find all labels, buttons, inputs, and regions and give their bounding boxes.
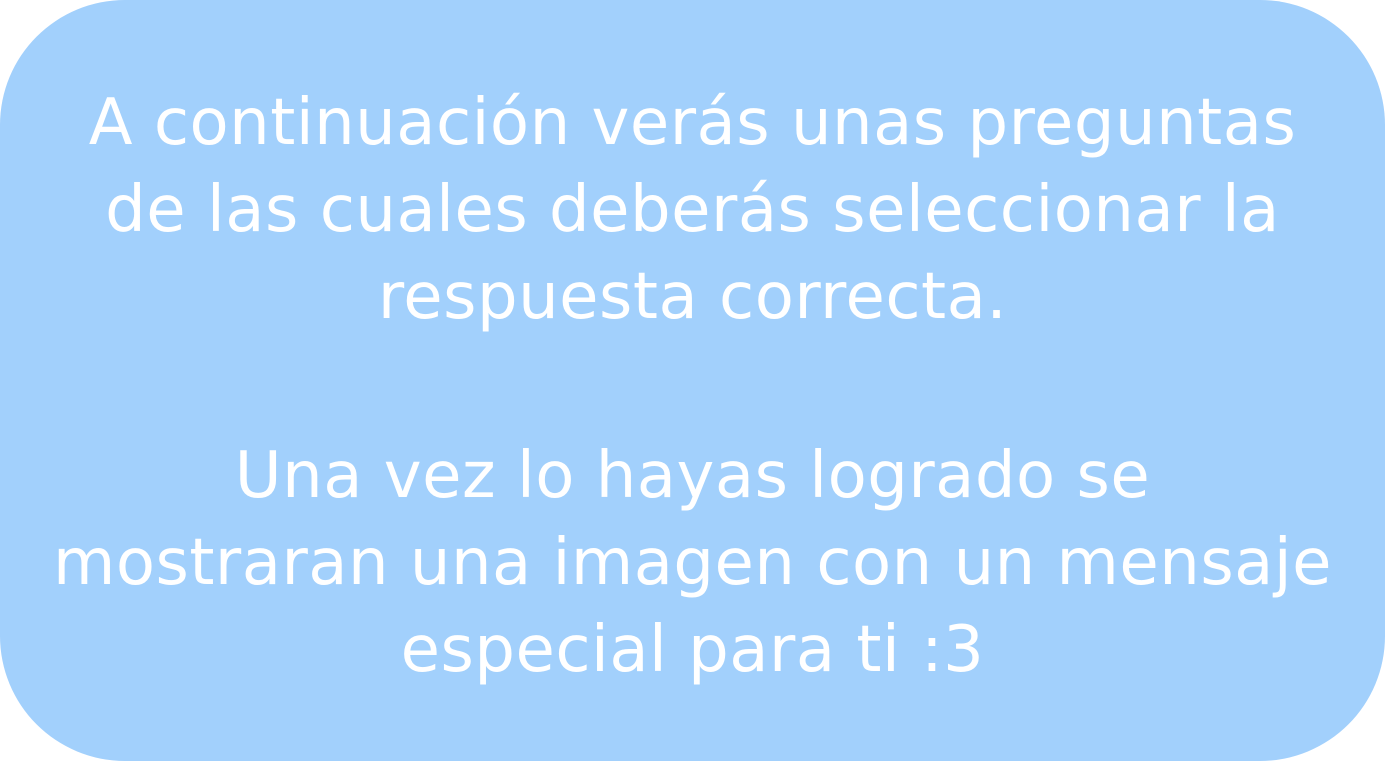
instructions-line: de las cuales deberás seleccionar la [105, 173, 1280, 247]
instructions-paragraph-2 [23, 433, 1363, 694]
instructions-line: A continuación verás unas preguntas [88, 86, 1297, 160]
instructions-paragraph-1 [23, 80, 1363, 341]
instructions-line: especial para ti :3 [400, 613, 985, 687]
instructions-line: mostraran una imagen con un mensaje [52, 526, 1333, 600]
instructions-line: Una vez lo hayas logrado se [234, 439, 1151, 513]
instructions-line: respuesta correcta. [377, 260, 1008, 334]
